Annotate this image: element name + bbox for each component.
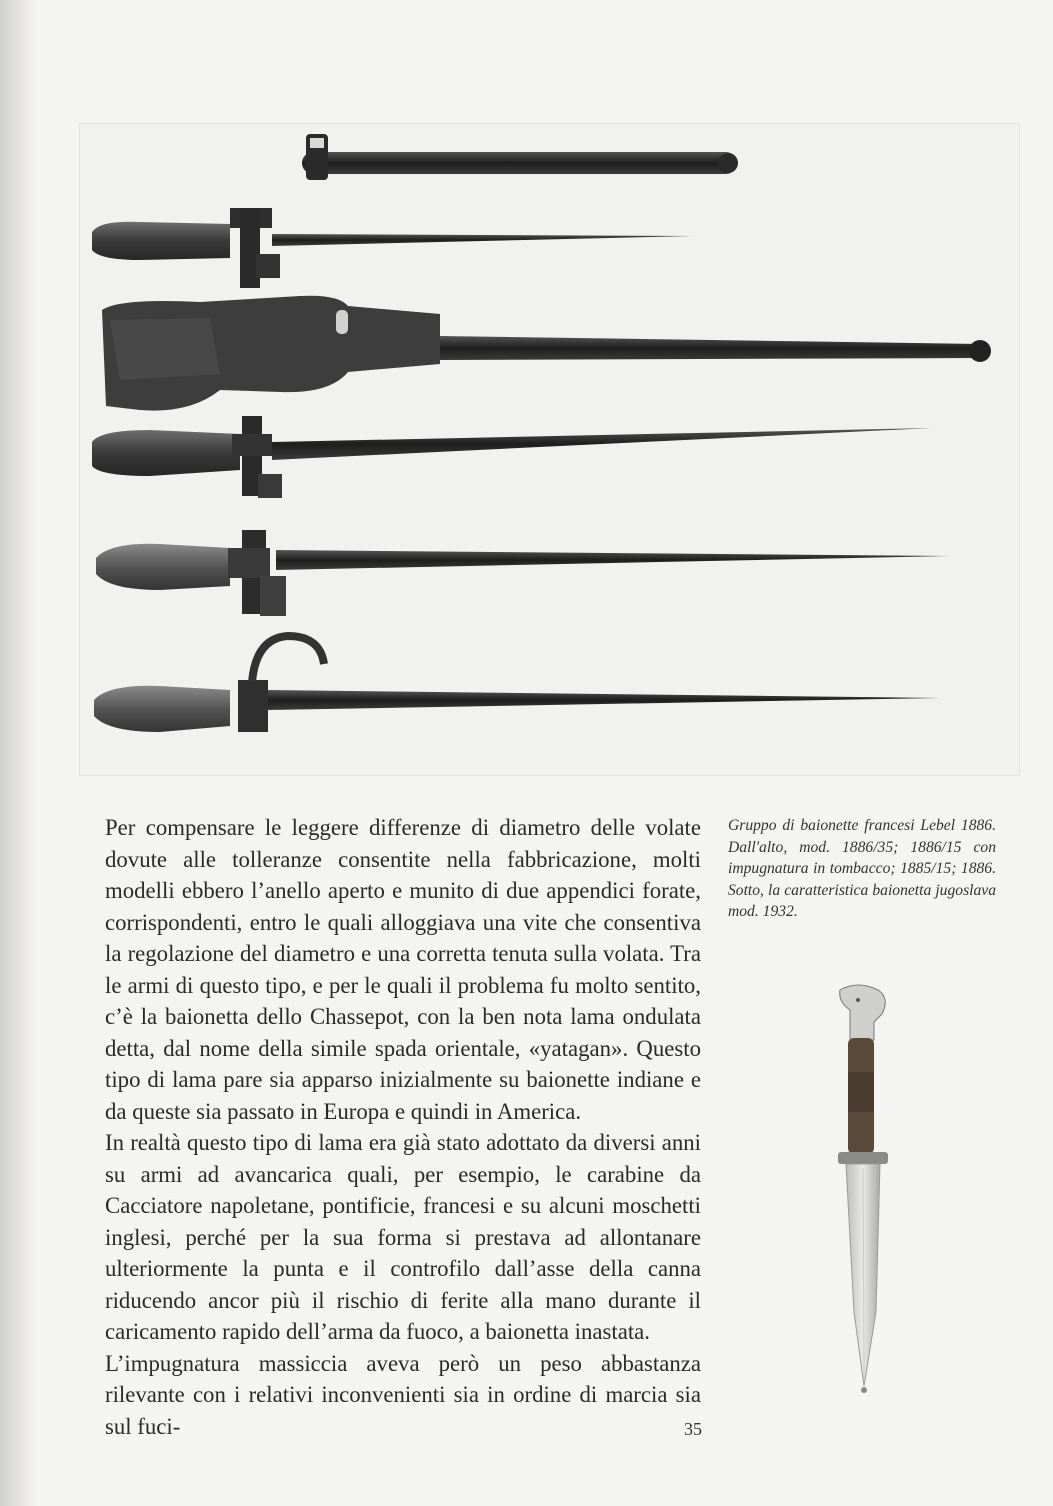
bayonet-scabbard-1886-35 — [302, 134, 738, 180]
bayonets-photo — [79, 123, 1020, 776]
page-number: 35 — [684, 1419, 702, 1439]
paragraph: In realtà questo tipo di lama era già stato adottato da diversi anni su armi ad avancarica quali, per esempio, le carabine da Cacciatore napoletane, pontificie, francesi e su alcuni moschetti inglesi, perché per la sua forma si prestava ad allontanare ulteriormente la punta e il controfilo dall’asse della canna riducendo ancor più il rischio di ferite alla mano durante il caricamento rapido dell’arma da fuoco, a baionetta inastata. — [105, 1130, 701, 1344]
figure-caption: Gruppo di baionette francesi Lebel 1886. Dall'alto, mod. 1886/35; 1886/15 con impugnatura in tombacco; 1885/15; 1886. Sotto, la caratteristica baionetta jugoslava mod. 1932. — [728, 817, 996, 920]
paragraph: L’impugnatura massiccia aveva però un peso abbastanza rilevante con i relativi inconvenienti sia in ordine di marcia sia sul fuci- — [105, 1350, 701, 1439]
paragraph: Per compensare le leggere differenze di diametro delle volate dovute alle tolleranze consentite nella fabbricazione, molti modelli ebbero l’anello aperto e munito di due appendici forate, corrispondenti, entro le quali alloggiava una vite che consentiva la regolazione del diametro e una corretta tenuta sulla volata. Tra le armi di questo tipo, e per le quali il problema fu molto sentito, c’è la baionetta dello Chassepot, con la ben nota lama ondulata detta, dal nome della simile spada orientale, «yatagan». Questo tipo di lama pare sia apparso inizialmente su baionette indiane e da queste sia passato in Europa e quindi in America. — [105, 815, 701, 1124]
bayonet-with-frog — [102, 296, 991, 411]
bayonets-illustration — [80, 124, 1019, 775]
bayonet-1886-35 — [92, 208, 692, 288]
page-edge-shadow — [0, 0, 38, 1506]
bayonet-1886-hooked — [94, 636, 940, 732]
dagger-illustration — [810, 982, 920, 1400]
yugoslav-bayonet-photo — [810, 982, 920, 1400]
bayonet-1886-15 — [92, 416, 932, 498]
bayonet-1885-15 — [96, 530, 948, 616]
body-text — [105, 812, 701, 1442]
